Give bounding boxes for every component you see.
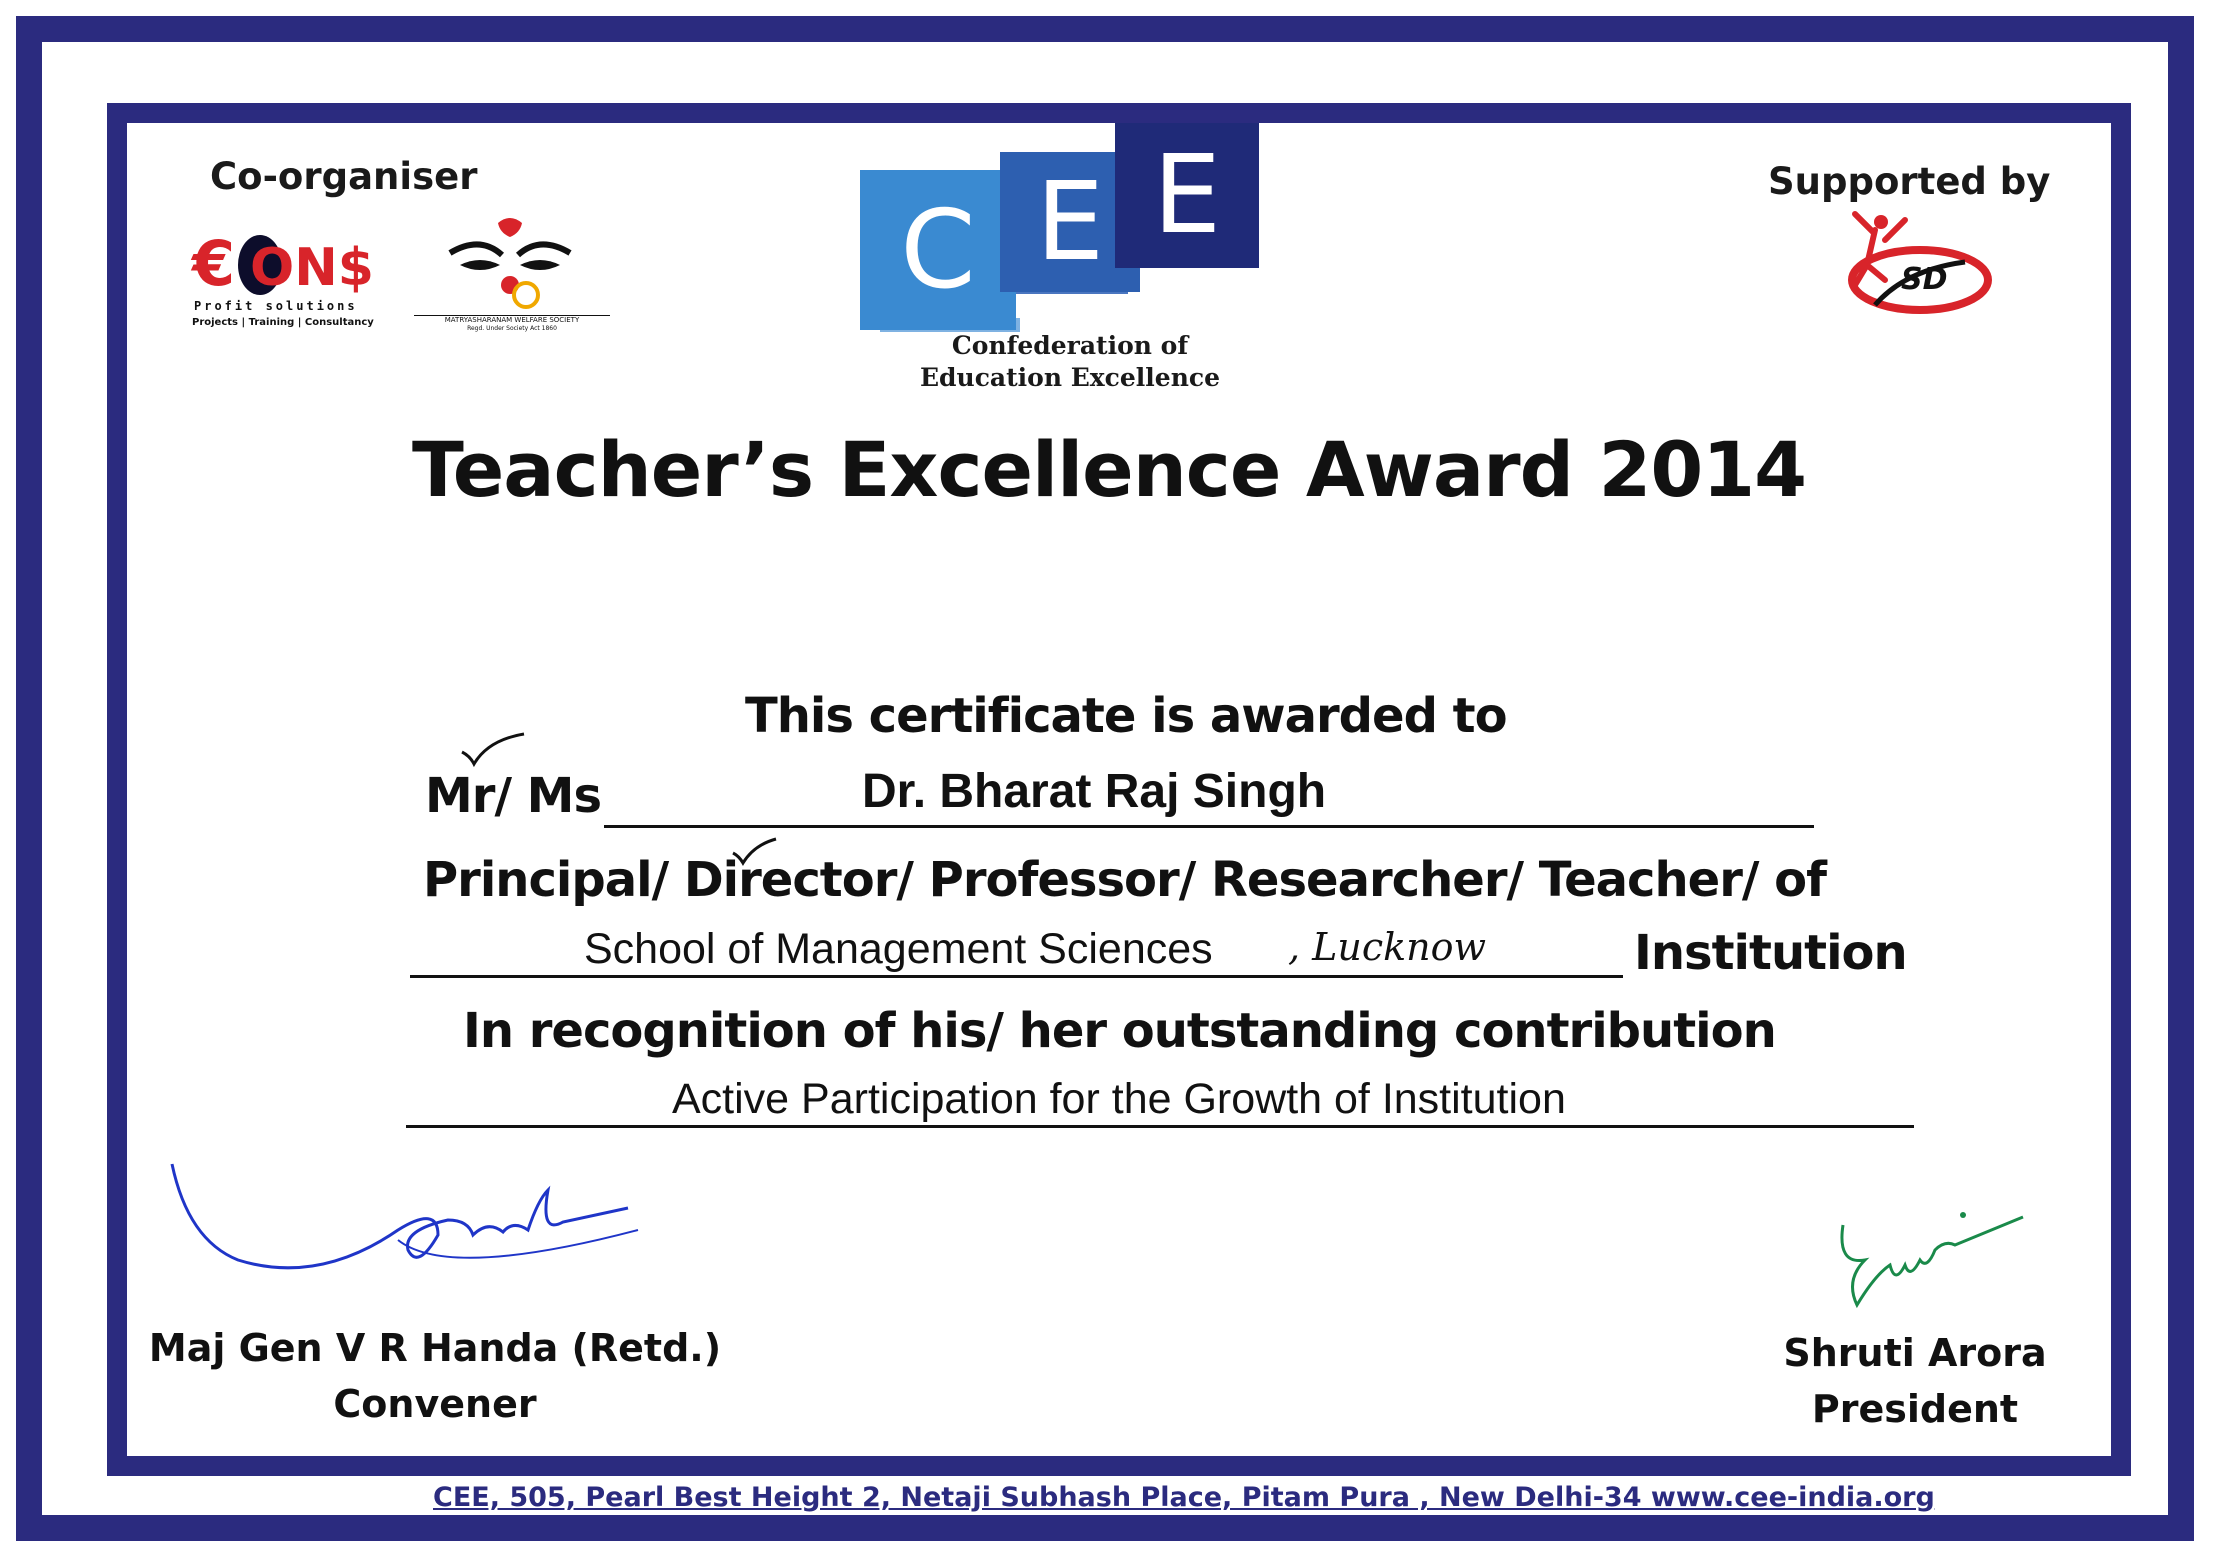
president-signature — [1835, 1205, 2025, 1320]
econs-letters: ON$ — [250, 238, 374, 298]
convener-name: Maj Gen V R Handa (Retd.) — [148, 1326, 722, 1370]
president-role: President — [1811, 1387, 2019, 1431]
convener-block — [140, 1320, 730, 1432]
recipient-name: Dr. Bharat Raj Singh — [862, 765, 1327, 818]
econs-tagline: Profit solutions — [194, 299, 358, 313]
econs-logo — [190, 225, 374, 335]
sponsor-logo — [1845, 210, 1995, 320]
president-block — [1760, 1325, 2070, 1437]
supported-by-label: Supported by — [1768, 160, 2051, 203]
econs-services: Projects | Training | Consultancy — [192, 317, 374, 328]
cee-letter-e2: E — [1115, 123, 1259, 268]
convener-signature — [168, 1160, 638, 1295]
certificate-title: Teacher’s Excellence Award 2014 — [412, 425, 1807, 514]
contribution-line — [406, 1125, 1914, 1128]
awarded-to-text: This certificate is awarded to — [745, 688, 1507, 744]
cee-subtitle-line1: Confederation of — [951, 331, 1189, 360]
society-name: MATRYASHARANAM WELFARE SOCIETY — [414, 315, 610, 324]
goddess-face-icon — [410, 215, 610, 310]
institution-line — [410, 975, 1623, 978]
recipient-name-line — [604, 825, 1814, 828]
society-registration: Regd. Under Society Act 1860 — [467, 325, 557, 332]
institution-label: Institution — [1634, 925, 1907, 981]
institution-city: , Lucknow — [1288, 925, 1487, 969]
recognition-text: In recognition of his/ her outstanding contribution — [463, 1003, 1776, 1059]
institution-name: School of Management Sciences — [584, 925, 1213, 973]
cee-letter-c: C — [860, 170, 1016, 330]
sponsor-logo-text: SD — [1901, 262, 1948, 297]
society-logo — [410, 215, 610, 335]
contribution-text: Active Participation for the Growth of Institution — [672, 1075, 1566, 1123]
cee-subtitle — [880, 330, 1260, 394]
salutation-label: Mr/ Ms — [425, 768, 602, 824]
convener-role: Convener — [333, 1382, 537, 1426]
cee-letter-e1: E — [1000, 152, 1140, 292]
cee-subtitle-line2: Education Excellence — [919, 363, 1221, 392]
co-organiser-label: Co-organiser — [210, 155, 478, 198]
president-name: Shruti Arora — [1783, 1331, 2047, 1375]
footer-address: CEE, 505, Pearl Best Height 2, Netaji Subhash Place, Pitam Pura , New Delhi-34 www.cee-india.org — [433, 1482, 1935, 1513]
econs-euro-glyph: € — [192, 227, 236, 300]
designation-options: Principal/ Director/ Professor/ Researcher/ Teacher/ of — [423, 852, 1826, 908]
